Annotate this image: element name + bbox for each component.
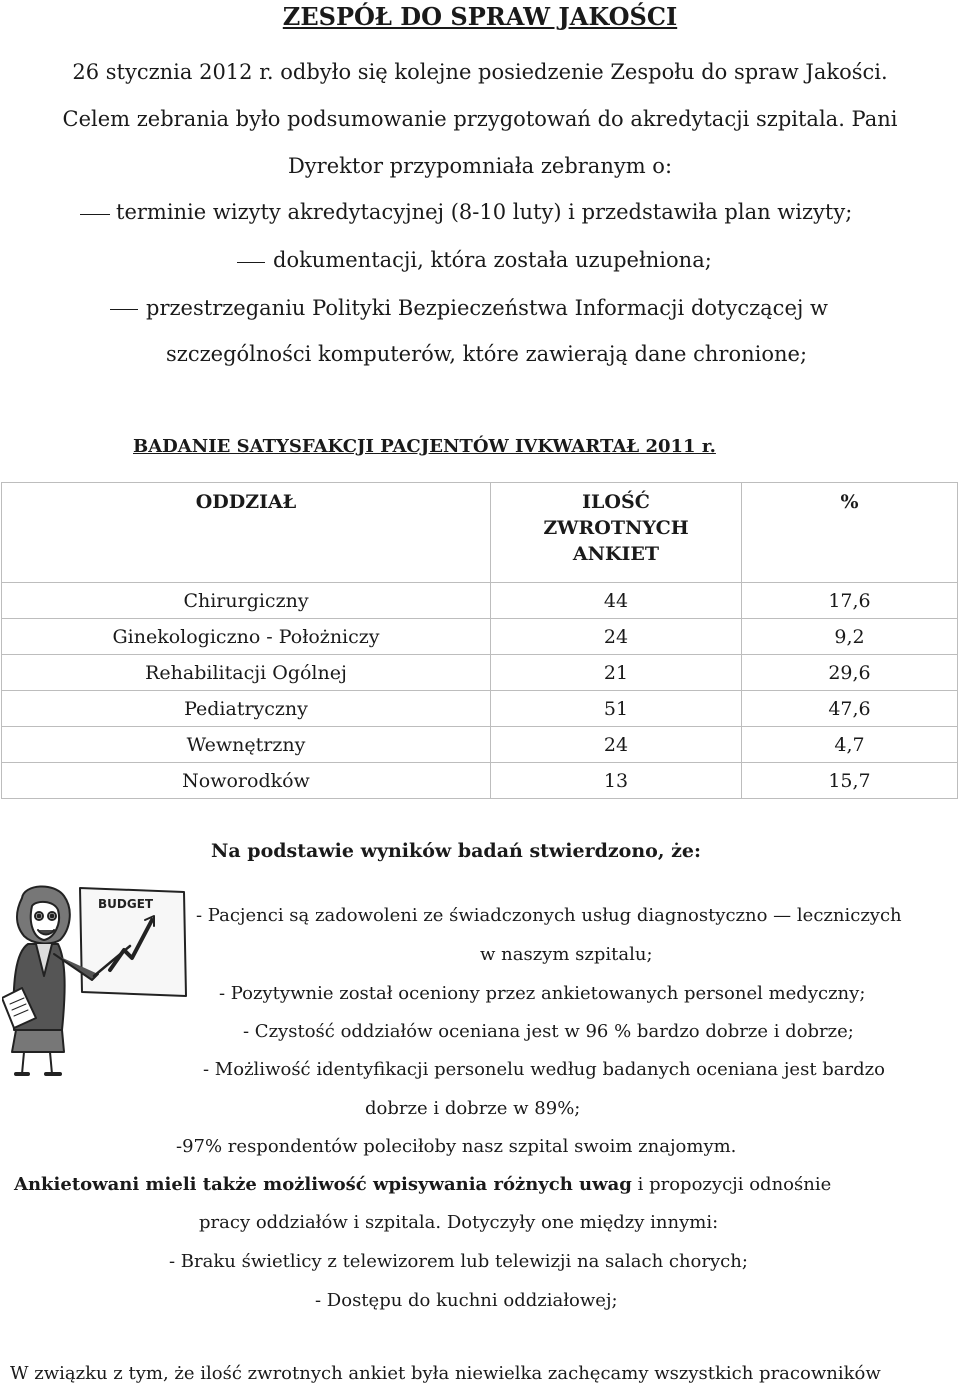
cell-ward: Chirurgiczny bbox=[2, 583, 491, 619]
remarks-line-2: pracy oddziałów i szpitala. Dotyczyły one między innymi: bbox=[199, 1212, 719, 1233]
header-count-line: ILOŚĆ bbox=[582, 491, 650, 513]
page-title: ZESPÓŁ DO SPRAW JAKOŚCI bbox=[282, 2, 678, 31]
dash-bullet bbox=[80, 214, 110, 215]
remark-item-2: - Dostępu do kuchni oddziałowej; bbox=[315, 1290, 618, 1311]
survey-results-table bbox=[1, 482, 958, 799]
table-row bbox=[2, 655, 958, 691]
remarks-intro-rest: i propozycji odnośnie bbox=[631, 1174, 832, 1195]
cell-ward: Pediatryczny bbox=[2, 691, 491, 727]
cell-ward: Rehabilitacji Ogólnej bbox=[2, 655, 491, 691]
remark-item-1: - Braku świetlicy z telewizorem lub telewizji na salach chorych; bbox=[169, 1251, 748, 1272]
cell-count: 24 bbox=[491, 727, 742, 763]
intro-line-2: Celem zebrania było podsumowanie przygotowań do akredytacji szpitala. Pani bbox=[62, 107, 898, 131]
table-row bbox=[2, 727, 958, 763]
finding-1: - Pacjenci są zadowoleni ze świadczonych usług diagnostyczno — leczniczych bbox=[196, 905, 902, 926]
dash-bullet bbox=[110, 309, 138, 310]
header-count-line: ZWROTNYCH bbox=[543, 517, 689, 539]
cell-percent: 47,6 bbox=[742, 691, 958, 727]
agenda-item-visit: terminie wizyty akredytacyjnej (8-10 luty) i przedstawiła plan wizyty; bbox=[116, 200, 853, 224]
header-ward: ODDZIAŁ bbox=[2, 483, 491, 583]
remarks-intro bbox=[14, 1174, 831, 1195]
cell-ward: Ginekologiczno - Położniczy bbox=[2, 619, 491, 655]
findings-title: Na podstawie wyników badań stwierdzono, że: bbox=[211, 840, 701, 862]
survey-title: BADANIE SATYSFAKCJI PACJENTÓW IVKWARTAŁ 2011 r. bbox=[133, 436, 716, 457]
cell-count: 13 bbox=[491, 763, 742, 799]
budget-presenter-illustration bbox=[2, 880, 192, 1080]
cell-count: 51 bbox=[491, 691, 742, 727]
table-row bbox=[2, 619, 958, 655]
intro-line-3: Dyrektor przypomniała zebranym o: bbox=[287, 154, 673, 178]
cell-ward: Noworodków bbox=[2, 763, 491, 799]
finding-3: - Czystość oddziałów oceniana jest w 96 % bardzo dobrze i dobrze; bbox=[243, 1021, 854, 1042]
finding-2: - Pozytywnie został oceniony przez ankietowanych personel medyczny; bbox=[219, 983, 866, 1004]
cell-ward: Wewnętrzny bbox=[2, 727, 491, 763]
cell-count: 44 bbox=[491, 583, 742, 619]
cell-count: 24 bbox=[491, 619, 742, 655]
cell-percent: 17,6 bbox=[742, 583, 958, 619]
agenda-item-documentation: dokumentacji, która została uzupełniona; bbox=[273, 248, 712, 272]
table-header-row bbox=[2, 483, 958, 583]
finding-4: - Możliwość identyfikacji personelu według badanych oceniana jest bardzo bbox=[203, 1059, 885, 1080]
finding-4-cont: dobrze i dobrze w 89%; bbox=[365, 1098, 581, 1119]
table-row bbox=[2, 763, 958, 799]
agenda-item-security-policy-cont: szczególności komputerów, które zawierają dane chronione; bbox=[166, 342, 808, 366]
finding-1-cont: w naszym szpitalu; bbox=[480, 944, 653, 965]
cell-count: 21 bbox=[491, 655, 742, 691]
cell-percent: 15,7 bbox=[742, 763, 958, 799]
header-count-line: ANKIET bbox=[572, 543, 660, 565]
table-row bbox=[2, 583, 958, 619]
table-row bbox=[2, 691, 958, 727]
cell-percent: 9,2 bbox=[742, 619, 958, 655]
cell-percent: 4,7 bbox=[742, 727, 958, 763]
intro-line-1: 26 stycznia 2012 r. odbyło się kolejne posiedzenie Zespołu do spraw Jakości. bbox=[72, 60, 888, 84]
closing-line: W związku z tym, że ilość zwrotnych ankiet była niewielka zachęcamy wszystkich pracowników bbox=[10, 1363, 881, 1384]
finding-5: -97% respondentów poleciłoby nasz szpital swoim znajomym. bbox=[176, 1136, 737, 1157]
remarks-intro-bold: Ankietowani mieli także możliwość wpisywania różnych uwag bbox=[14, 1174, 632, 1195]
budget-label: BUDGET bbox=[98, 897, 154, 911]
cell-percent: 29,6 bbox=[742, 655, 958, 691]
header-count bbox=[491, 483, 742, 583]
dash-bullet bbox=[237, 262, 265, 263]
agenda-item-security-policy: przestrzeganiu Polityki Bezpieczeństwa Informacji dotyczącej w bbox=[146, 296, 829, 320]
header-percent: % bbox=[742, 483, 958, 583]
